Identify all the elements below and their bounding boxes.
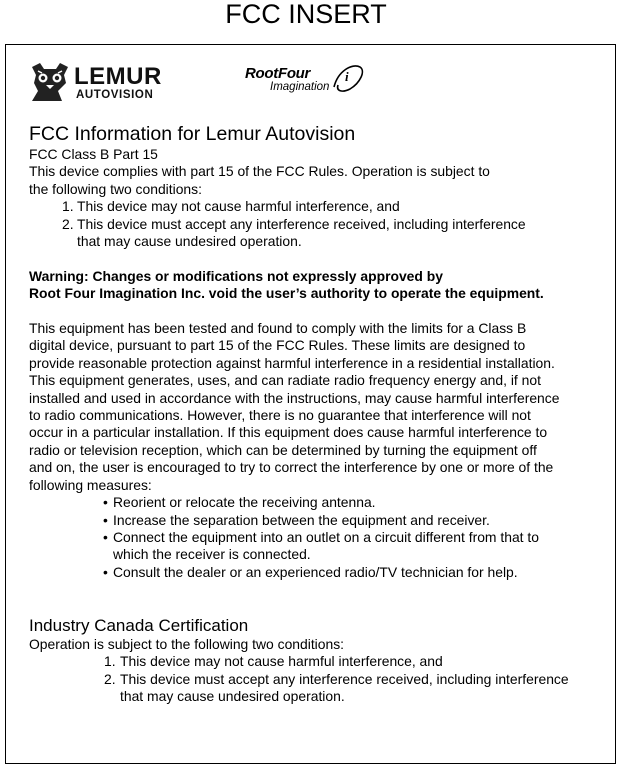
fcc-conditions-list xyxy=(29,198,609,250)
ic-heading: Industry Canada Certification xyxy=(29,615,249,635)
body-line: radio or television reception, which can be determined by turning the equipment off xyxy=(29,441,537,458)
list-item xyxy=(29,198,609,215)
list-item: • Reorient or relocate the receiving antenna. xyxy=(29,494,609,511)
autovision-logo-word: AUTOVISION xyxy=(76,89,154,101)
lemur-icon xyxy=(28,61,72,103)
list-number: 1. xyxy=(104,653,116,670)
warning-line: Warning: Changes or modifications not expressly approved by xyxy=(29,267,443,284)
page-title: FCC INSERT xyxy=(225,0,387,29)
lemur-logo-word: LEMUR xyxy=(74,63,162,90)
fcc-intro-line: This device complies with part 15 of the FCC Rules. Operation is subject to xyxy=(29,163,490,180)
lemur-autovision-logo xyxy=(28,61,168,105)
body-line: provide reasonable protection against harmful interference in a residential installation. xyxy=(29,354,555,371)
fcc-heading: FCC Information for Lemur Autovision xyxy=(29,123,356,145)
ic-intro: Operation is subject to the following two conditions: xyxy=(29,635,345,652)
rootfour-swirl-icon xyxy=(330,61,366,97)
root-four-imagination-logo xyxy=(244,61,370,101)
imagination-logo-word: Imagination xyxy=(270,81,330,93)
body-line: This equipment has been tested and found to comply with the limits for a Class B xyxy=(29,320,527,337)
condition-text: This device must accept any interference received, including interference xyxy=(77,215,526,232)
list-item xyxy=(29,653,609,670)
list-item: • Consult the dealer or an experienced radio/TV technician for help. xyxy=(29,564,609,581)
fcc-content xyxy=(29,122,609,706)
condition-text: This device may not cause harmful interference, and xyxy=(77,198,400,215)
condition-text: that may cause undesired operation. xyxy=(120,688,345,705)
ic-conditions-list xyxy=(29,653,609,705)
list-number: 2. xyxy=(104,670,116,687)
list-number: 1. xyxy=(62,198,74,215)
body-line: This equipment generates, uses, and can radiate radio frequency energy and, if not xyxy=(29,372,541,389)
list-number: 2. xyxy=(62,215,74,232)
fcc-intro-line: the following two conditions: xyxy=(29,180,202,197)
list-item xyxy=(29,216,609,233)
body-line: following measures: xyxy=(29,476,152,493)
fcc-subheading: FCC Class B Part 15 xyxy=(29,146,158,162)
condition-text: This device may not cause harmful interference, and xyxy=(120,653,443,670)
body-line: occur in a particular installation. If this equipment does cause harmful interference to xyxy=(29,424,548,441)
list-item xyxy=(29,671,609,688)
rootfour-mark: i xyxy=(345,69,349,84)
condition-text: that may cause undesired operation. xyxy=(77,233,302,250)
measures-list xyxy=(29,494,609,581)
body-line: installed and used in accordance with the instructions, may cause harmful interference xyxy=(29,389,560,406)
list-item-continuation xyxy=(29,233,609,250)
list-item-continuation: which the receiver is connected. xyxy=(113,546,311,563)
body-line: digital device, pursuant to part 15 of the FCC Rules. These limits are designed to xyxy=(29,337,526,354)
body-line: to radio communications. However, there is no guarantee that interference will not xyxy=(29,407,531,424)
condition-text: This device must accept any interference received, including interference xyxy=(120,670,569,687)
body-line: and on, the user is encouraged to try to correct the interference by one or more of the xyxy=(29,459,554,476)
warning-line: Root Four Imagination Inc. void the user’s authority to operate the equipment. xyxy=(29,285,544,302)
list-item: • Connect the equipment into an outlet on a circuit different from that to xyxy=(29,529,609,546)
list-item: • Increase the separation between the equipment and receiver. xyxy=(29,512,609,529)
rootfour-logo-word: RootFour xyxy=(245,65,311,82)
list-item-continuation xyxy=(29,688,609,705)
